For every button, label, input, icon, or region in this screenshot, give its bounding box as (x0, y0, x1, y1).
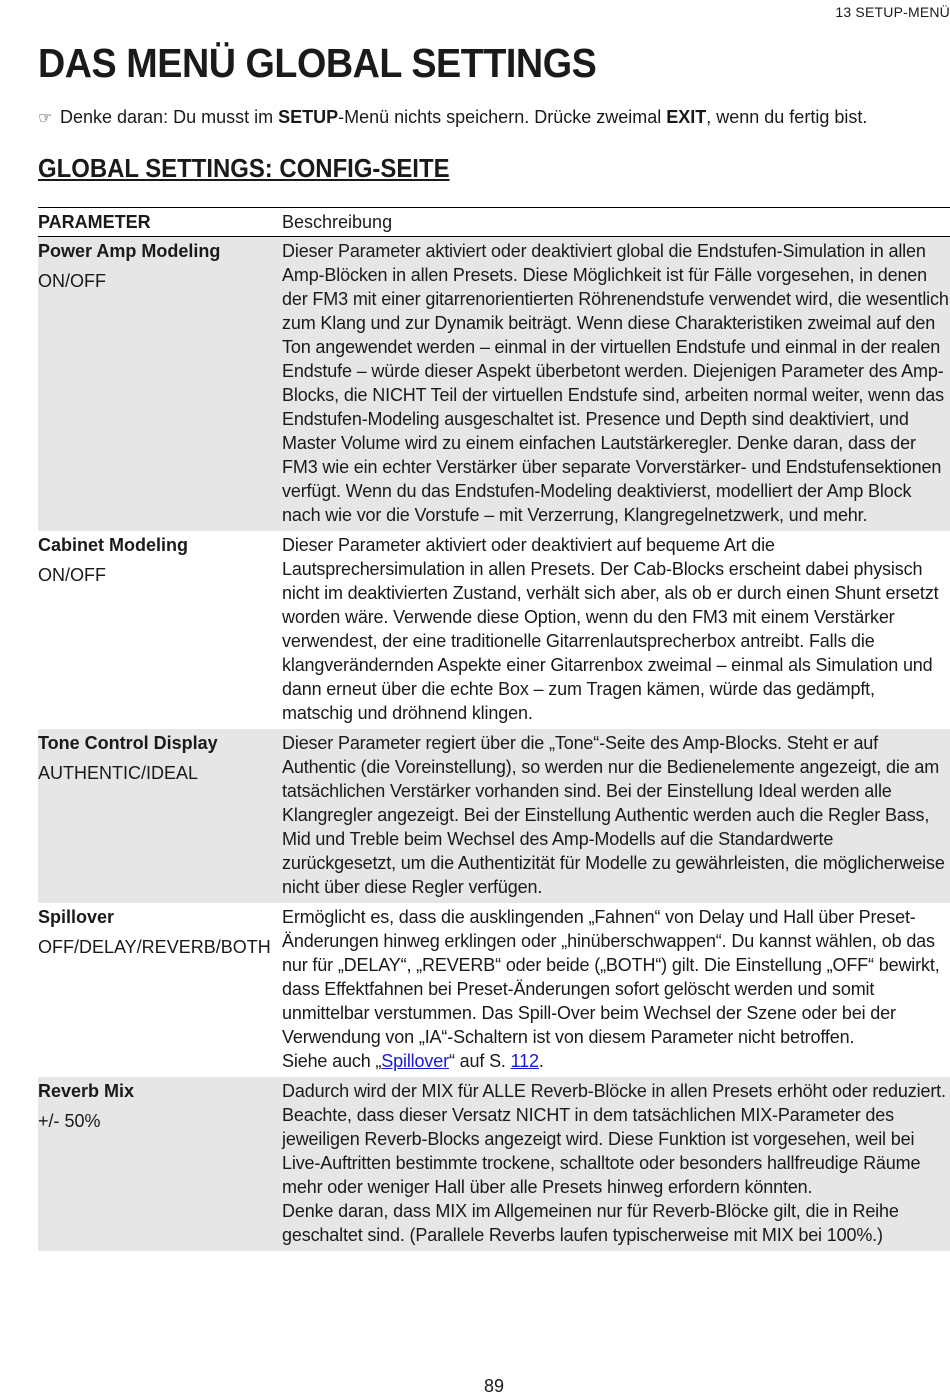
tip-text-2: -Menü nichts speichern. Drücke zweimal (338, 107, 667, 127)
description-note: Denke daran, dass MIX im Allgemeinen nur für Reverb-Blöcke gilt, die in Reihe geschaltet sind. (Parallele Reverbs laufen typischerweise mit MIX bei 100%.) (282, 1201, 899, 1245)
tip-bold-exit: EXIT (666, 107, 707, 127)
description-text: Ermöglicht es, dass die ausklingenden „Fahnen“ von Delay und Hall über Preset-Änderungen hinweg erklingen oder „hinüberschwappen“. Du kannst wählen, ob das nur für „DELAY“, „REVERB“ oder beide („BOTH“) gilt. Die Einstellung „OFF“ bewirkt, dass Effektfahnen bei Preset-Änderungen sofort gelöscht werden und somit unmittelbar verstummen. Das Spill-Over beim Wechsel der Szene oder bei der Verwendung von „IA“-Schaltern ist von diesem Parameter nicht betroffen. (282, 907, 940, 1047)
table-header-row (38, 208, 950, 237)
tip-text-3: , wenn du fertig bist. (706, 107, 868, 127)
page-112-link[interactable]: 112 (510, 1051, 539, 1071)
tip-note (38, 107, 867, 128)
pointing-hand-icon: ☞ (38, 110, 53, 127)
see-also-middle: “ auf S. (448, 1051, 511, 1071)
running-head: 13 SETUP-MENÜ (835, 4, 950, 20)
see-also-suffix: . (538, 1051, 544, 1071)
param-values: +/- 50% (38, 1111, 101, 1131)
page-number: 89 (483, 1376, 505, 1396)
spillover-link[interactable]: Spillover (381, 1051, 449, 1071)
page-title: DAS MENÜ GLOBAL SETTINGS (38, 40, 597, 86)
description-cell: Dieser Parameter aktiviert oder deaktiviert global die Endstufen-Simulation in allen Amp-Blöcken in allen Presets. Diese Möglichkeit ist für Fälle vorgesehen, in denen der FM3 mit einer gitarrenorientierten Röhrenendstufe verwendet wird, die wesentlich zum Klang und zur Dynamik beiträgt. Wenn diese Charakteristiken zweimal auf den Ton angewendet werden – einmal in der virtuellen Endstufe und einmal in der realen Endstufe – würde dieser Aspekt überbetont werden. Diejenigen Parameter des Amp-Blocks, die NICHT Teil der virtuellen Endstufe sind, arbeiten normal weiter, wenn das Endstufen-Modeling ausgeschaltet ist. Presence und Depth sind deaktiviert, und Master Volume wird zu einem einfachen Lautstärkeregler. Denke daran, dass der FM3 wie ein echter Verstärker über separate Vorverstärker- und Endstufensektionen verfügt. Wenn du das Endstufen-Modeling deaktivierst, modelliert der Amp Block nach wie vor die Vorstufe – mit Verzerrung, Klangregelnetzwerk, und mehr. (282, 237, 950, 532)
see-also-prefix: Siehe auch „ (282, 1051, 382, 1071)
param-name: Tone Control Display (38, 733, 218, 753)
table-row (38, 531, 950, 729)
table-row (38, 729, 950, 903)
param-cell (38, 237, 282, 532)
tip-bold-setup: SETUP (278, 107, 339, 127)
param-name: Spillover (38, 907, 115, 927)
param-name: Power Amp Modeling (38, 241, 221, 261)
param-name: Reverb Mix (38, 1081, 135, 1101)
tip-text-1: Denke daran: Du musst im (60, 107, 279, 127)
param-values: AUTHENTIC/IDEAL (38, 763, 199, 783)
table-row (38, 1077, 950, 1251)
description-cell (282, 903, 950, 1077)
table-row (38, 903, 950, 1077)
param-cell (38, 1077, 282, 1251)
param-cell (38, 729, 282, 903)
description-cell: Dieser Parameter aktiviert oder deaktiviert auf bequeme Art die Lautsprechersimulation in allen Presets. Der Cab-Blocks erscheint dabei physisch nicht im deaktivierten Zustand, verhält sich aber, als ob er durch einen Shunt ersetzt worden wäre. Verwende diese Option, wenn du den FM3 mit einem Verstärker verwendest, der eine traditionelle Gitarrenlautsprecherbox antreibt. Falls die klangverändernden Aspekte einer Gitarrenbox zweimal – einmal als Simulation und dann erneut über die echte Box – zum Tragen kämen, würde das gedämpft, matschig und dröhnend klingen. (282, 535, 939, 723)
param-cell (38, 903, 282, 1077)
header-description: Beschreibung (282, 212, 393, 232)
table-row (38, 237, 950, 532)
param-values: OFF/DELAY/REVERB/BOTH (38, 937, 271, 957)
description-text: Dadurch wird der MIX für ALLE Reverb-Blöcke in allen Presets erhöht oder reduziert. Beachte, dass dieser Versatz NICHT in dem tatsächlichen MIX-Parameter des jeweiligen Reverb-Blocks angezeigt wird. Diese Funktion ist vorgesehen, weil bei Live-Auftritten bestimmte trockene, schalltote oder besonders hallfreudige Räume mehr oder weniger Hall über alle Presets hinweg erfordern könnten. (282, 1081, 946, 1197)
section-heading: GLOBAL SETTINGS: CONFIG-SEITE (38, 153, 450, 183)
param-values: ON/OFF (38, 271, 106, 291)
header-parameter: PARAMETER (38, 212, 151, 232)
param-cell (38, 531, 282, 729)
description-cell: Dieser Parameter regiert über die „Tone“-Seite des Amp-Blocks. Steht er auf Authentic (die Voreinstellung), so werden nur die Bedienelemente angezeigt, die am tatsächlichen Verstärker vorhanden sind. Bei der Einstellung Ideal werden alle Klangregler angezeigt. Bei der Einstellung Authentic werden auch die Regler Bass, Mid und Treble beim Wechsel des Amp-Modells auf die Standardwerte zurückgesetzt, um die Authentizität für Modelle zu gewährleisten, die möglicherweise nicht über diese Regler verfügen. (282, 729, 950, 903)
param-values: ON/OFF (38, 565, 106, 585)
description-cell (282, 1077, 950, 1251)
param-name: Cabinet Modeling (38, 535, 188, 555)
parameter-table (38, 207, 950, 1251)
